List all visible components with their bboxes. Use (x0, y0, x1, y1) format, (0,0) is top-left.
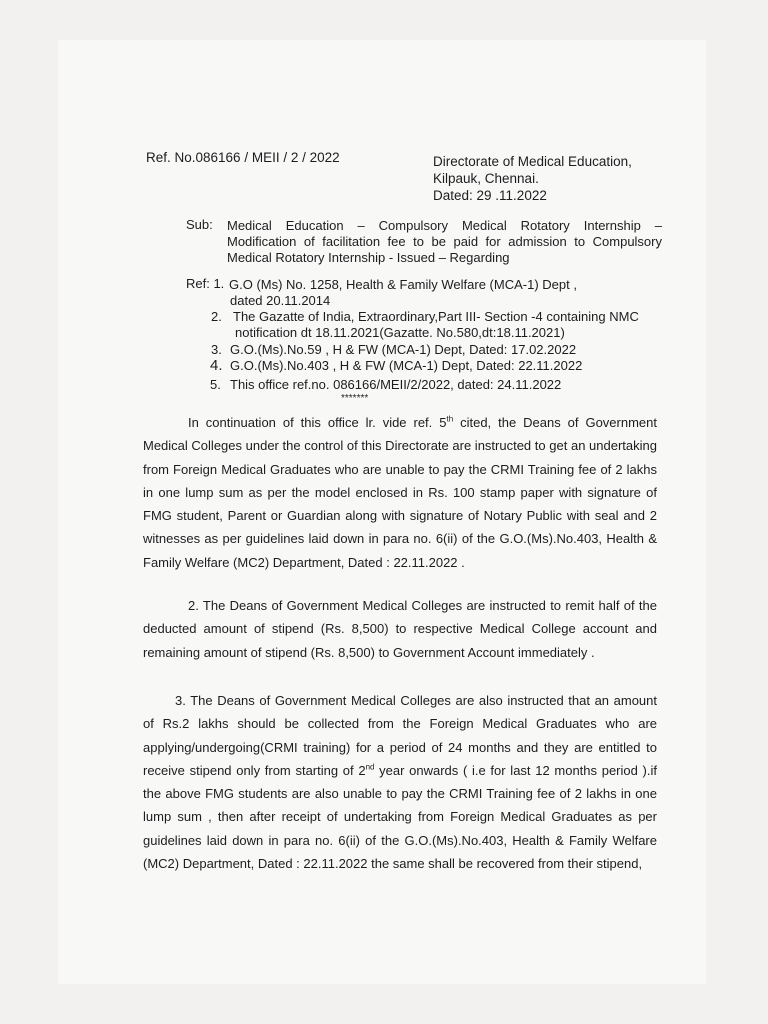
references-label: Ref: 1. (186, 276, 225, 291)
directorate-name: Directorate of Medical Education, (433, 154, 632, 169)
reference-number-label: 4. (210, 357, 223, 374)
paragraph-1 (143, 411, 657, 574)
reference-number-label: 3. (211, 342, 222, 357)
reference-item-3 (211, 342, 576, 358)
reference-number-label: 5. (210, 377, 221, 392)
reference-line: notification dt 18.11.2021(Gazatte. No.580,dt:18.11.2021) (235, 325, 565, 340)
reference-line: G.O.(Ms).No.59 , H & FW (MCA-1) Dept, Dated: 17.02.2022 (230, 342, 577, 357)
reference-line: dated 20.11.2014 (230, 293, 331, 308)
reference-item-1 (229, 277, 577, 309)
separator-stars: ******* (341, 393, 369, 404)
paragraph-text: 3. The Deans of Government Medical Colleges are also instructed that an amount of Rs.2 lakhs should be collected from the Foreign Medical Graduates who are applying/undergoing(CRMI training) for a period of 24 months and they are entitled to receive stipend only from starting of 2 (143, 693, 657, 778)
reference-number-label: 2. (211, 309, 222, 324)
reference-line: This office ref.no. 086166/MEII/2/2022, dated: 24.11.2022 (230, 377, 562, 392)
directorate-address (433, 153, 632, 204)
superscript: nd (365, 762, 375, 772)
reference-line: G.O (Ms) No. 1258, Health & Family Welfare (MCA-1) Dept , (229, 277, 577, 292)
letter-date: Dated: 29 .11.2022 (433, 188, 547, 203)
reference-item-2 (211, 309, 671, 341)
subject-text: Medical Education – Compulsory Medical Rotatory Internship – Modification of facilitation fee to be paid for admission to Compulsory Medical Rotatory Internship - Issued – Regarding (227, 218, 662, 265)
paragraph-text: cited, the Deans of Government Medical Colleges under the control of this Directorate are instructed to get an undertaking from Foreign Medical Graduates who are unable to pay the CRMI Training fee of 2 lakhs in one lump sum as per the model enclosed in Rs. 100 stamp paper with signature of FMG student, Parent or Guardian along with signature of Notary Public with seal and 2 witnesses as per guidelines laid down in para no. 6(ii) of the G.O.(Ms).No.403, Health & Family Welfare (MC2) Department, Dated : 22.11.2022 . (143, 415, 658, 570)
paragraph-text: year onwards ( i.e for last 12 months period ).if the above FMG students are also unable to pay the CRMI Training fee of 2 lakhs in one lump sum , then after receipt of undertaking from Foreign Medical Graduates as per guidelines laid down in para no. 6(ii) of the G.O.(Ms).No.403, Health & Family Welfare (MC2) Department, Dated : 22.11.2022 the same shall be recovered from their stipend, (143, 762, 657, 872)
reference-item-5 (210, 377, 561, 393)
reference-item-4 (210, 358, 582, 374)
superscript: th (446, 414, 454, 424)
directorate-location: Kilpauk, Chennai. (433, 171, 539, 186)
reference-line: G.O.(Ms).No.403 , H & FW (MCA-1) Dept, Dated: 22.11.2022 (230, 358, 583, 373)
subject-label: Sub: (186, 217, 213, 232)
paragraph-text: In continuation of this office lr. vide ref. 5 (188, 415, 447, 430)
paragraph-2: 2. The Deans of Government Medical Colleges are instructed to remit half of the deducted amount of stipend (Rs. 8,500) to respective Medical College account and remaining amount of stipend (Rs. 8,500) to Government Account immediately . (143, 598, 657, 660)
paragraph-3 (143, 689, 657, 875)
reference-number: Ref. No.086166 / MEII / 2 / 2022 (146, 150, 340, 165)
reference-line: The Gazatte of India, Extraordinary,Part III- Section -4 containing NMC (233, 309, 639, 324)
